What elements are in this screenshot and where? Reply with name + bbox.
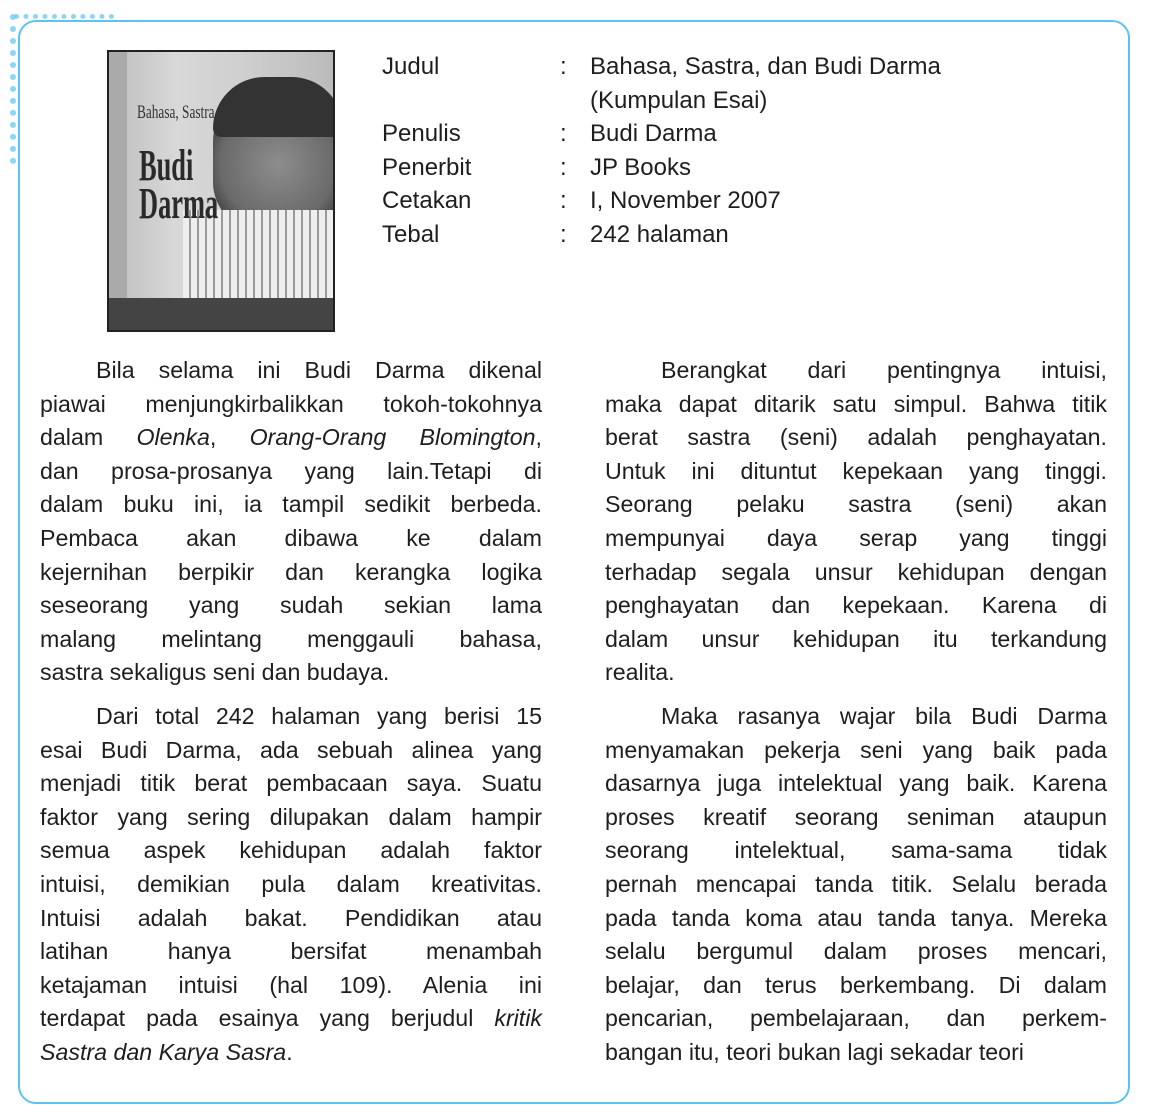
book-cover-image [107,50,335,332]
text-line [605,455,1107,489]
text-segment: menjadi titik berat pembacaan saya. Suatu [40,770,542,797]
text-segment: . [286,1038,293,1065]
info-label: Cetakan [382,187,472,214]
text-line [605,522,1107,556]
text-line [40,388,542,422]
text-segment: mempunyai daya serap yang tinggi [605,524,1107,551]
text-line [605,354,1107,388]
text-segment: piawai menjungkirbalikkan tokoh-tokohnya [40,390,542,417]
text-column-left [40,354,542,1079]
text-segment: ketajaman intuisi (hal 109). Alenia ini [40,971,542,998]
text-line [605,623,1107,657]
info-separator: : [560,220,567,248]
paragraph [605,354,1107,690]
text-segment: dan prosa-prosanya yang lain.Tetapi di [40,457,542,484]
text-segment: dasarnya juga intelektual yang baik. Karena [605,770,1107,797]
text-segment: belajar, dan terus berkembang. Di dalam [605,971,1107,998]
text-line [605,589,1107,623]
text-segment: Pembaca akan dibawa ke dalam [40,524,542,551]
text-segment: latihan hanya bersifat menambah [40,938,542,965]
paragraph [40,700,542,1070]
text-line [605,734,1107,768]
text-segment: dalam unsur kehidupan itu terkandung [605,625,1107,652]
frame-decoration [10,14,42,164]
text-segment: menyamakan pekerja seni yang baik pada [605,736,1107,763]
text-segment: Seorang pelaku sastra (seni) akan [605,491,1107,518]
text-segment: intuisi, demikian pula dalam kreativitas. [40,870,542,897]
text-line [40,969,542,1003]
text-segment: berat sastra (seni) adalah penghayatan. [605,424,1107,451]
text-segment: Berangkat dari pentingnya intuisi, [661,357,1107,383]
text-segment: terhadap segala unsur kehidupan dengan [605,558,1107,585]
text-segment: terdapat pada esainya yang berjudul [40,1005,495,1032]
text-line [605,700,1107,734]
italic-title: Orang-Orang Blomington [249,424,536,451]
text-segment: esai Budi Darma, ada sebuah alinea yang [40,736,542,763]
italic-title: kritik [494,1005,542,1032]
info-value [590,117,1020,151]
text-line [605,556,1107,590]
info-value-line: Budi Darma [590,120,717,147]
text-segment: seorang intelektual, sama-sama tidak [605,837,1107,864]
info-row [382,151,1020,185]
paragraph [40,354,542,690]
text-line [605,1036,1107,1070]
text-line [605,902,1107,936]
text-line [605,421,1107,455]
text-line [40,734,542,768]
info-separator: : [560,187,567,214]
text-segment: Bila selama ini Budi Darma dikenal [96,357,542,383]
text-segment: Maka rasanya wajar bila Budi Darma [661,702,1107,729]
text-line [605,767,1107,801]
text-line [605,935,1107,969]
text-line [40,801,542,835]
info-value [590,151,1020,185]
text-segment: Intuisi adalah bakat. Pendidikan atau [40,904,542,931]
text-line [605,656,1107,690]
text-line [40,1036,542,1070]
info-row [382,117,1020,151]
author-photo-hair [213,77,335,137]
text-segment: kejernihan berpikir dan kerangka logika [40,558,542,585]
text-line [605,834,1107,868]
text-segment: Untuk ini dituntut kepekaan yang tinggi. [605,457,1107,484]
text-line [40,834,542,868]
text-segment: bangan itu, teori bukan lagi sekadar teori [605,1038,1024,1065]
info-value [590,184,1020,218]
info-value-line: (Kumpulan Esai) [590,86,768,114]
text-column-right [605,354,1107,1079]
info-value-line: 242 halaman [590,220,729,248]
info-label: Penulis [382,120,461,147]
text-segment: realita. [605,659,675,686]
paragraph [605,700,1107,1070]
text-line [605,1002,1107,1036]
text-segment: pada tanda koma atau tanda tanya. Mereka [605,904,1107,931]
text-segment: faktor yang sering dilupakan dalam hampir [40,803,542,830]
italic-title: Sastra dan Karya Sasra [40,1038,287,1065]
info-row [382,50,1020,117]
info-value-line: JP Books [590,153,691,181]
text-line [40,354,542,388]
text-segment: penghayatan dan kepekaan. Karena di [605,592,1107,619]
info-value [590,50,1020,117]
text-line [40,868,542,902]
text-segment: selalu bergumul dalam proses mencari, [605,938,1107,965]
text-line [40,902,542,936]
text-segment: proses kreatif seorang seniman ataupun [605,803,1107,830]
info-separator: : [560,53,567,80]
text-segment: semua aspek kehidupan adalah faktor [40,837,542,864]
italic-title: Olenka [136,424,210,451]
text-line [40,935,542,969]
text-segment: , [209,424,250,451]
text-line [605,488,1107,522]
text-line [40,700,542,734]
text-segment: sastra sekaligus seni dan budaya. [40,659,390,686]
text-line [40,421,542,455]
text-line [40,1002,542,1036]
text-line [605,969,1107,1003]
info-row [382,184,1020,218]
text-segment: dalam [40,424,137,451]
text-line [605,801,1107,835]
text-line [605,868,1107,902]
info-label: Judul [382,53,440,80]
text-line [40,556,542,590]
info-value-line: Bahasa, Sastra, dan Budi Darma [590,53,941,80]
text-segment: pernah mencapai tanda titik. Selalu berada [605,870,1107,897]
book-info-table [382,50,1020,251]
info-label: Penerbit [382,153,472,181]
text-segment: pencarian, pembelajaraan, dan perkem- [605,1005,1107,1032]
text-line [605,388,1107,422]
text-line [40,488,542,522]
info-separator: : [560,153,567,181]
cover-title: Bahasa, Sastra [137,102,215,123]
info-separator: : [560,120,567,147]
book-spine [109,52,127,330]
text-segment: Dari total 242 halaman yang berisi 15 [96,702,542,729]
text-segment: dalam buku ini, ia tampil sedikit berbeda. [40,491,542,518]
frame-decoration [14,14,114,25]
text-segment: malang melintang menggauli bahasa, [40,625,542,652]
text-line [40,522,542,556]
info-label: Tebal [382,220,440,248]
text-line [40,656,542,690]
info-value [590,218,1020,252]
text-line [40,623,542,657]
text-segment: maka dapat ditarik satu simpul. Bahwa titik [605,390,1107,417]
info-value-line: I, November 2007 [590,187,781,214]
text-line [40,455,542,489]
text-line [40,767,542,801]
cover-author: Budi Darma [139,141,219,228]
text-segment: , [535,424,542,451]
cover-band [109,298,333,330]
info-row [382,218,1020,252]
text-segment: seseorang yang sudah sekian lama [40,592,542,619]
text-line [40,589,542,623]
